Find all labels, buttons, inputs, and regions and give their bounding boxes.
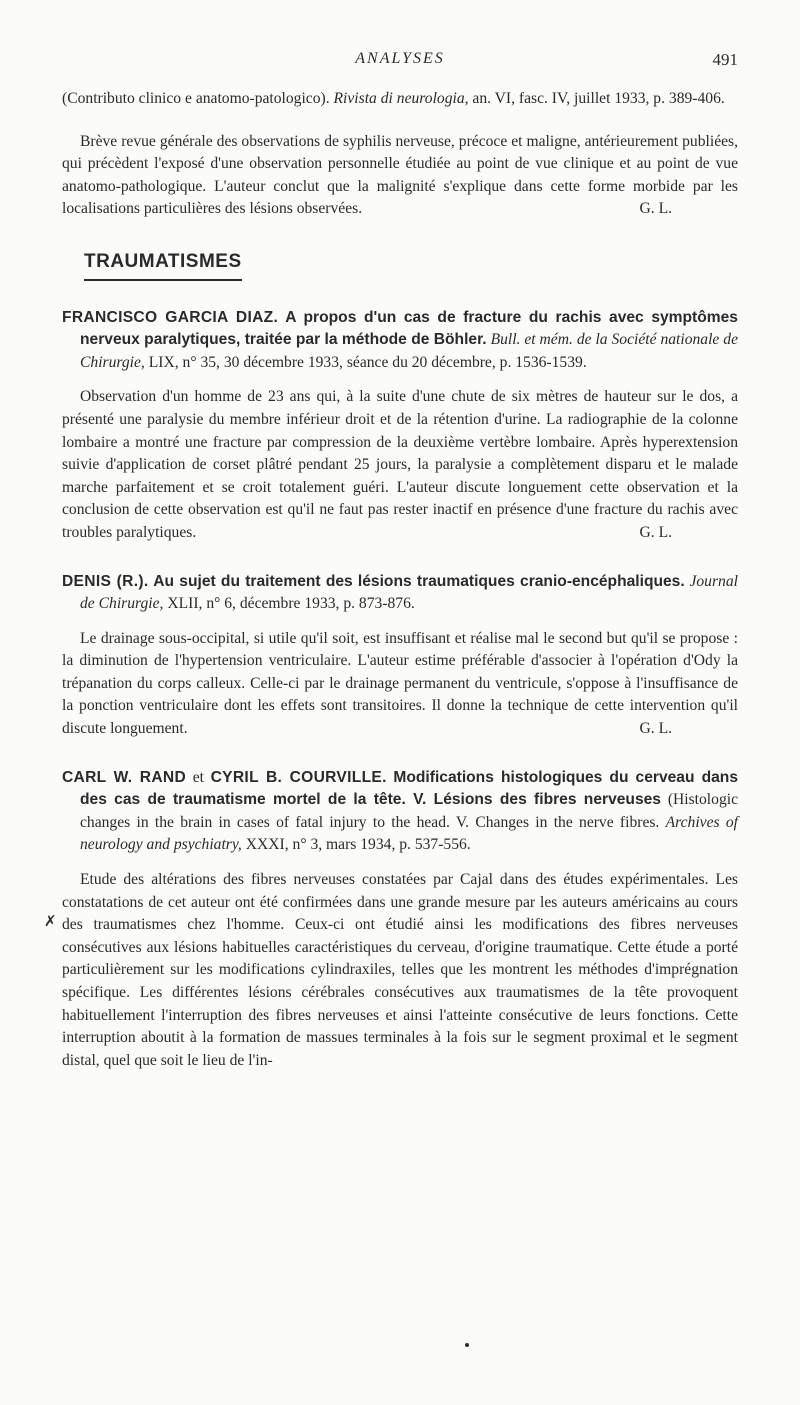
entry-journal: Archives of neurology and psychiatry,: [80, 813, 738, 854]
running-head: [62, 50, 738, 74]
page-number: 491: [712, 50, 738, 69]
entry-header: [62, 767, 738, 857]
margin-mark-icon: ✗: [44, 914, 57, 930]
ink-dot: [465, 1343, 469, 1347]
section-heading: TRAUMATISMES: [84, 251, 242, 281]
entry-author-connector: et: [186, 768, 211, 786]
page-body: [62, 88, 738, 1072]
entry-title: Au sujet du traitement des lésions traumatiques cranio-encéphaliques.: [153, 572, 685, 590]
entry-title: A propos d'un cas de fracture du rachis avec symptômes nerveux paralytiques, traitée par la méthode de Böhler.: [80, 308, 738, 349]
entry-author: CARL W. RAND: [62, 768, 187, 786]
entry-author: FRANCISCO GARCIA DIAZ.: [62, 308, 279, 326]
entry-ref: XLII, n° 6, décembre 1933, p. 873-876.: [167, 595, 415, 613]
intro-summary: [62, 131, 738, 221]
entry-rand-courville: [62, 767, 738, 1073]
entry-author-2: CYRIL B. COURVILLE.: [210, 768, 387, 786]
entry-journal: Journal de Chirurgie,: [80, 572, 738, 613]
entry-ref: LIX, n° 35, 30 décembre 1933, séance du 20 décembre, p. 1536-1539.: [148, 353, 587, 371]
entry-header: [62, 307, 738, 375]
entry-garcia-diaz: [62, 307, 738, 545]
entry-ref: XXXI, n° 3, mars 1934, p. 537-556.: [241, 836, 471, 854]
entry-denis: [62, 571, 738, 741]
entry-subtitle: (Histologic changes in the brain in cases of fatal injury to the head. V. Changes in the nerve fibres.: [80, 791, 738, 831]
intro-citation-text: (Contributo clinico e anatomo-patologico).: [62, 90, 334, 107]
entry-header: [62, 571, 738, 616]
entry-journal: Bull. et mém. de la Société nationale de Chirurgie,: [80, 331, 738, 371]
intro-citation-rest: , an. VI, fasc. IV, juillet 1933, p. 389-406.: [464, 90, 725, 107]
entry-abstract: Etude des altérations des fibres nerveuses constatées par Cajal dans des études expérimentales. Les constatations de cet auteur ont été confirmées dans une grande mesure par les auteurs américains au cours des traumatismes chez l'homme. Ceux-ci ont étudié ainsi les modifications des fibres nerveuses consécutives aux lésions habituelles caractéristiques du cerveau, d'origine traumatique. Cette étude a porté particulièrement sur les modifications cylindraxiles, telles que les montrent les méthodes d'imprégnation spécifique. Les différentes lésions cérébrales consécutives aux traumatismes de la tête provoquent habituellement l'interruption des fibres nerveuses et ainsi l'atteinte consécutive de leurs fonctions. Cette interruption aboutit à la formation de massues terminales à la fois sur le segment proximal et le segment distal, quel que soit le lieu de l'in-: [62, 871, 738, 1069]
running-title: ANALYSES: [355, 50, 445, 67]
intro-citation: [62, 88, 738, 111]
intro-summary-text: Brève revue générale des observations de syphilis nerveuse, précoce et maligne, antérieurement publiées, qui précèdent l'exposé d'une observation personnelle étudiée au point de vue clinique et au point de vue anatomo-pathologique. L'auteur conclut que la malignité s'explique dans cette forme morbide par les localisations particulières des lésions observées.: [62, 132, 738, 218]
entry-abstract: Observation d'un homme de 23 ans qui, à la suite d'une chute de six mètres de hauteur sur le dos, a présenté une paralysie du membre inférieur droit et de la rétention d'urine. La radiographie de la colonne lombaire a montré une fracture par compression de la deuxième vertèbre lombaire. Après hyperextension suivie d'application de corset plâtré pendant 25 jours, la paralysie a complètement disparu et le malade marche parfaitement et se croit totalement guéri. L'auteur discute longuement cette observation et la conclusion de cette observation est qu'il ne faut pas rester inactif en présence d'une fracture du rachis avec troubles paralytiques.: [62, 388, 738, 541]
intro-signature: G. L.: [639, 200, 672, 218]
entry-signature: G. L.: [639, 523, 672, 541]
entry-abstract: Le drainage sous-occipital, si utile qu'il soit, est insuffisant et réalise mal le second but qu'il se propose : la diminution de l'hypertension ventriculaire. L'auteur estime préférable d'associer à l'opération d'Ody la trépanation du corps calleux. Celle-ci par le drainage permanent du ventricule, s'oppose à l'insuffisance de la ponction ventriculaire dont les effets sont transitoires. Il donne la technique de cette intervention qu'il discute longuement.: [62, 629, 738, 738]
entry-author: DENIS (R.).: [62, 572, 149, 590]
entry-signature: G. L.: [639, 720, 672, 738]
entry-title: Modifications histologiques du cerveau dans des cas de traumatisme mortel de la tête. V. Lésions des fibres nerveuses: [80, 768, 738, 809]
intro-citation-journal: Rivista di neurologia: [333, 90, 465, 107]
